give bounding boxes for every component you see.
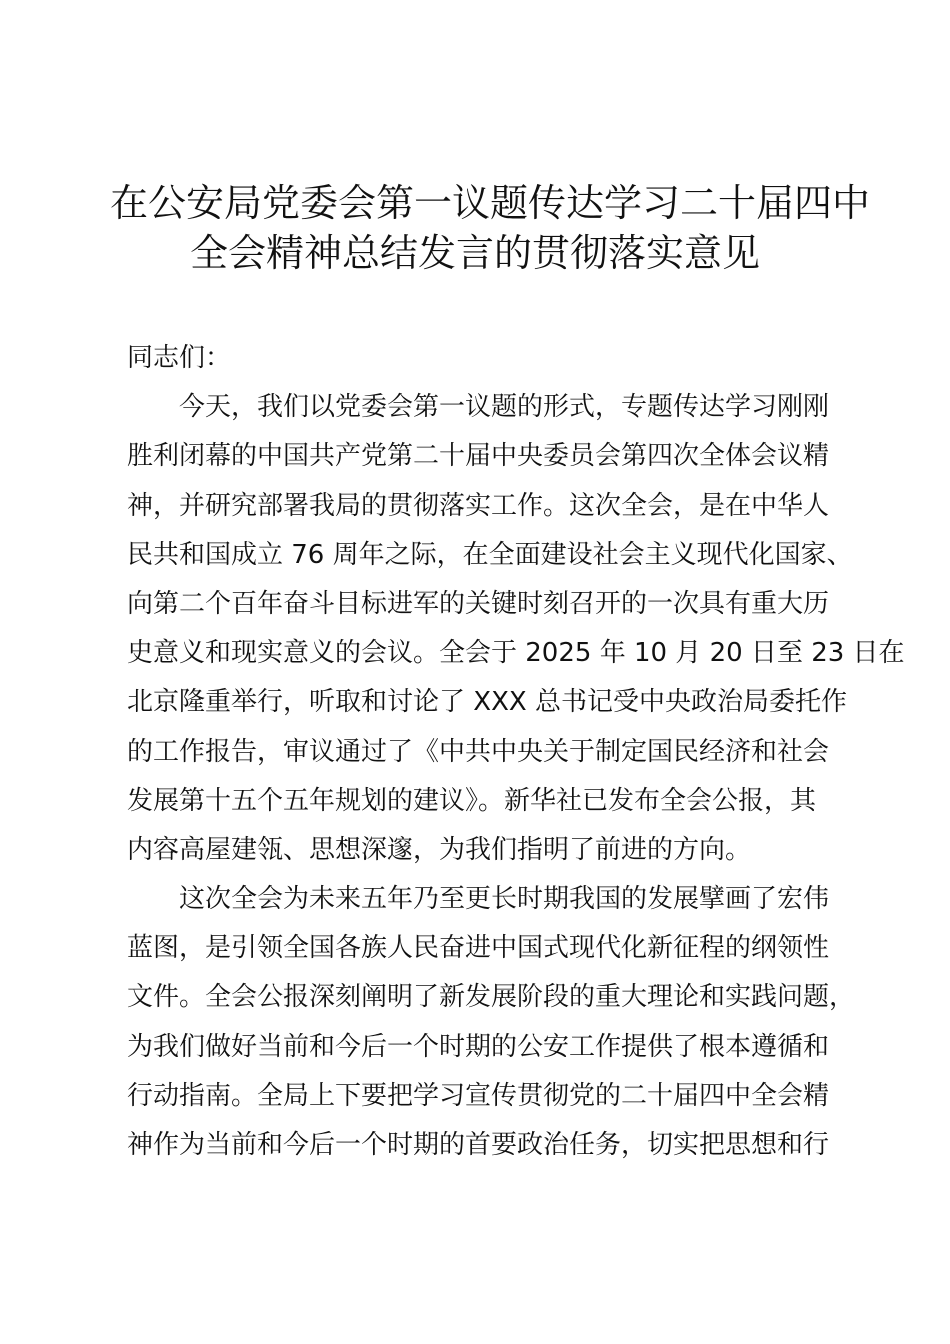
title-line-2: 全会精神总结发言的贯彻落实意见 <box>189 231 760 275</box>
body-line: 神作为当前和今后一个时期的首要政治任务，切实把思想和行 <box>127 1130 830 1160</box>
body-line: 的工作报告，审议通过了《中共中央关于制定国民经济和社会 <box>127 736 830 767</box>
body-line: 神，并研究部署我局的贯彻落实工作。这次全会，是在中华人 <box>127 490 830 521</box>
body-line: 行动指南。全局上下要把学习宣传贯彻党的二十届四中全会精 <box>127 1080 830 1111</box>
body-line: 今天，我们以党委会第一议题的形式，专题传达学习刚刚 <box>127 392 830 423</box>
body-line: 民共和国成立 76 周年之际，在全面建设社会主义现代化国家、 <box>127 539 853 570</box>
body-line: 为我们做好当前和今后一个时期的公安工作提供了根本遵循和 <box>127 1031 830 1062</box>
body-line: 史意义和现实意义的会议。全会于 2025 年 10 月 20 日至 23 日在 <box>127 638 905 669</box>
document-title <box>110 178 871 278</box>
body-line: 蓝图，是引领全国各族人民奋进中国式现代化新征程的纲领性 <box>127 933 830 964</box>
salutation: 同志们： <box>127 343 232 373</box>
document-body <box>127 334 905 1170</box>
body-line: 北京隆重举行，听取和讨论了 XXX 总书记受中央政治局委托作 <box>127 687 847 718</box>
body-line: 胜利闭幕的中国共产党第二十届中央委员会第四次全体会议精 <box>127 441 830 472</box>
body-line: 内容高屋建瓴、思想深邃，为我们指明了前进的方向。 <box>127 834 752 865</box>
title-line-1: 在公安局党委会第一议题传达学习二十届四中 <box>110 181 871 225</box>
body-line: 向第二个百年奋斗目标进军的关键时刻召开的一次具有重大历 <box>127 588 830 619</box>
body-line: 文件。全会公报深刻阐明了新发展阶段的重大理论和实践问题， <box>127 982 856 1013</box>
body-line: 这次全会为未来五年乃至更长时期我国的发展擘画了宏伟 <box>127 884 830 915</box>
body-line: 发展第十五个五年规划的建议》。新华社已发布全会公报，其 <box>127 785 817 816</box>
